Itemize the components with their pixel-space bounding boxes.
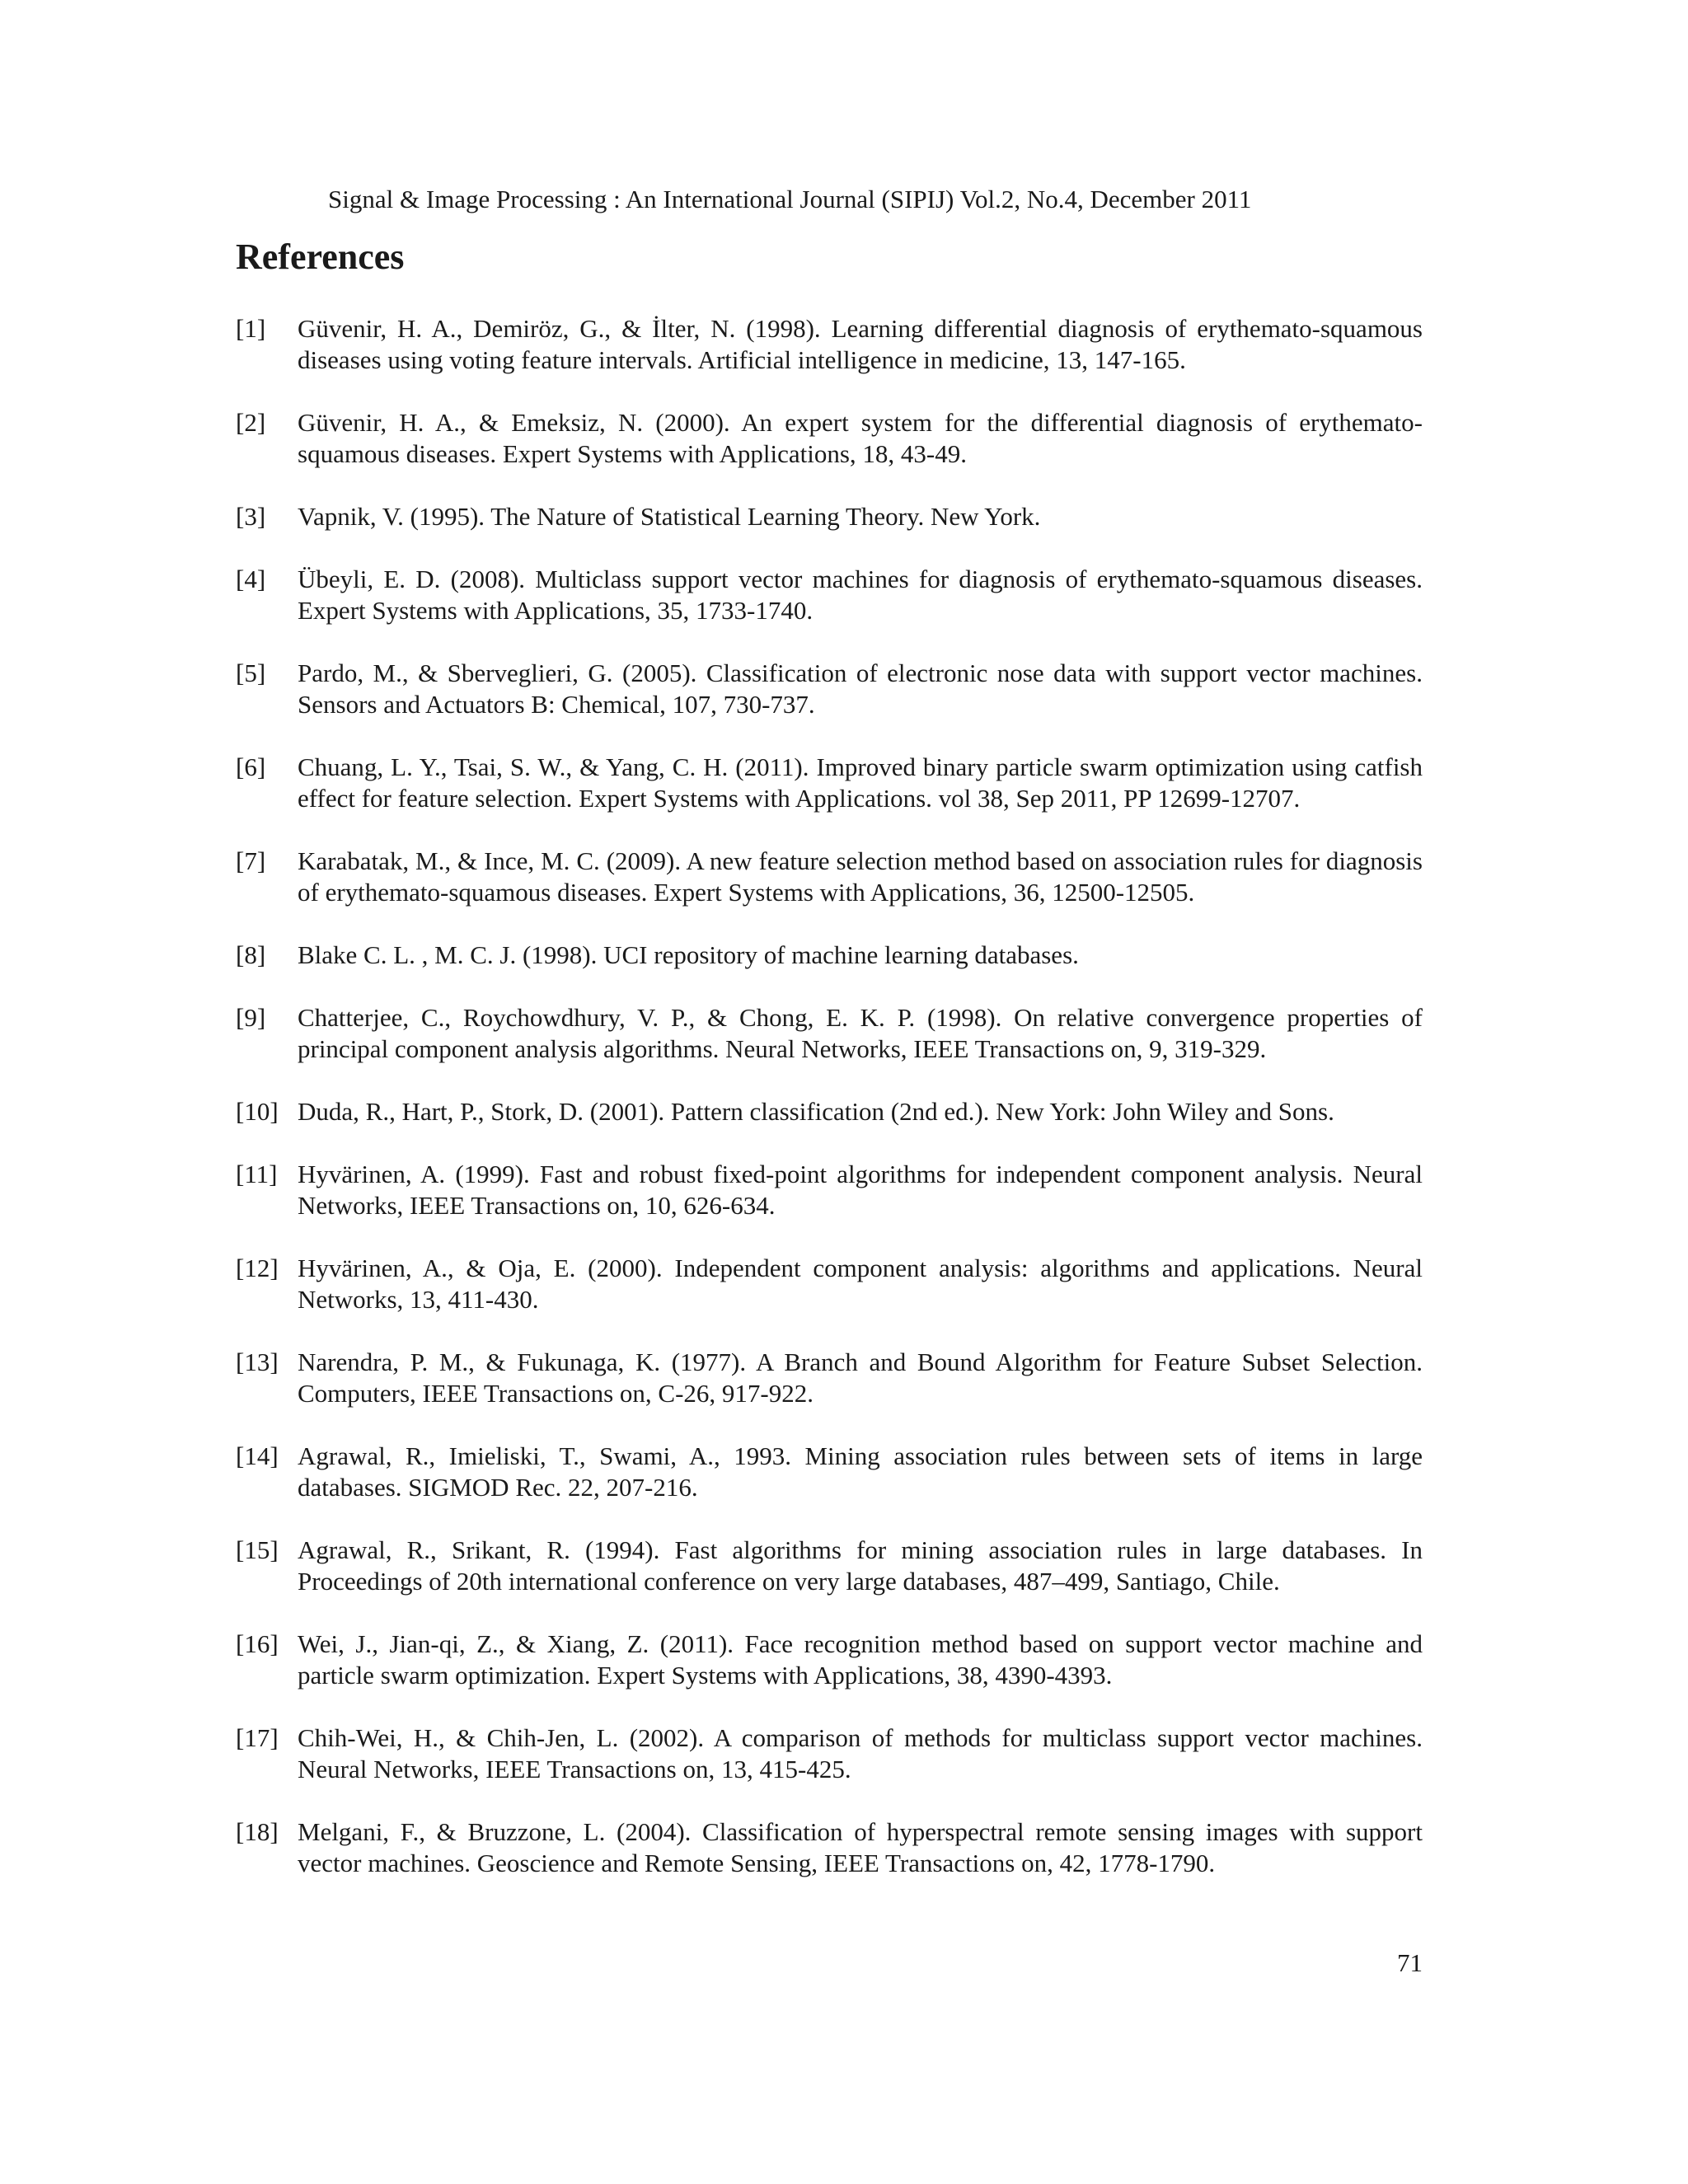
reference-text: Wei, J., Jian-qi, Z., & Xiang, Z. (2011). Face recognition method based on support vector machine and particle swarm optimization. Expert Systems with Applications, 38, 4390-4393.: [298, 1629, 1423, 1690]
reference-text: Pardo, M., & Sberveglieri, G. (2005). Classification of electronic nose data with support vector machines. Sensors and Actuators B: Chemical, 107, 730-737.: [298, 658, 1423, 719]
reference-item: [236, 752, 1423, 814]
reference-text: Agrawal, R., Srikant, R. (1994). Fast algorithms for mining association rules in large databases. In Proceedings of 20th international conference on very large databases, 487–499, Santiago, Chile.: [298, 1535, 1423, 1596]
reference-item: [236, 1722, 1423, 1785]
reference-text: Güvenir, H. A., & Emeksiz, N. (2000). An expert system for the differential diagnosis of erythemato-squamous diseases. Expert Systems with Applications, 18, 43-49.: [298, 408, 1423, 468]
reference-number: [18]: [236, 1817, 279, 1846]
reference-number: [3]: [236, 502, 266, 531]
reference-number: [14]: [236, 1441, 279, 1470]
reference-number: [17]: [236, 1723, 279, 1752]
reference-number: [16]: [236, 1629, 279, 1658]
section-title: References: [236, 237, 405, 277]
reference-number: [5]: [236, 658, 266, 687]
reference-text: Duda, R., Hart, P., Stork, D. (2001). Pattern classification (2nd ed.). New York: John Wiley and Sons.: [298, 1097, 1334, 1126]
reference-number: [13]: [236, 1347, 279, 1376]
reference-number: [4]: [236, 565, 266, 593]
reference-item: [236, 658, 1423, 720]
reference-text: Hyvärinen, A. (1999). Fast and robust fixed-point algorithms for independent component analysis. Neural Networks, IEEE Transactions on, 10, 626-634.: [298, 1160, 1423, 1220]
reference-number: [12]: [236, 1254, 279, 1282]
reference-item: [236, 501, 1423, 532]
reference-text: Melgani, F., & Bruzzone, L. (2004). Classification of hyperspectral remote sensing images with support vector machines. Geoscience and Remote Sensing, IEEE Transactions on, 42, 1778-1790.: [298, 1817, 1423, 1877]
reference-number: [11]: [236, 1160, 278, 1188]
reference-text: Chuang, L. Y., Tsai, S. W., & Yang, C. H. (2011). Improved binary particle swarm optimization using catfish effect for feature selection. Expert Systems with Applications. vol 38, Sep 2011, PP 12699-12707.: [298, 752, 1423, 813]
reference-text: Karabatak, M., & Ince, M. C. (2009). A new feature selection method based on association rules for diagnosis of erythemato-squamous diseases. Expert Systems with Applications, 36, 12500-12505.: [298, 846, 1423, 907]
reference-number: [6]: [236, 752, 266, 781]
reference-item: [236, 1441, 1423, 1503]
reference-number: [1]: [236, 314, 266, 343]
reference-text: Güvenir, H. A., Demiröz, G., & İlter, N. (1998). Learning differential diagnosis of erythemato-squamous diseases using voting feature intervals. Artificial intelligence in medicine, 13, 147-165.: [298, 314, 1423, 374]
reference-text: Blake C. L. , M. C. J. (1998). UCI repository of machine learning databases.: [298, 940, 1079, 969]
reference-text: Narendra, P. M., & Fukunaga, K. (1977). A Branch and Bound Algorithm for Feature Subset Selection. Computers, IEEE Transactions on, C-26, 917-922.: [298, 1347, 1423, 1408]
reference-item: [236, 1253, 1423, 1315]
reference-number: [2]: [236, 408, 266, 437]
reference-item: [236, 940, 1423, 971]
reference-number: [8]: [236, 940, 266, 969]
reference-text: Chih-Wei, H., & Chih-Jen, L. (2002). A comparison of methods for multiclass support vector machines. Neural Networks, IEEE Transactions on, 13, 415-425.: [298, 1723, 1423, 1783]
reference-list: [236, 313, 1423, 1910]
reference-number: [15]: [236, 1535, 279, 1564]
page-number: 71: [1397, 1948, 1423, 1977]
reference-text: Vapnik, V. (1995). The Nature of Statistical Learning Theory. New York.: [298, 502, 1041, 531]
reference-text: Übeyli, E. D. (2008). Multiclass support vector machines for diagnosis of erythemato-squamous diseases. Expert Systems with Applications, 35, 1733-1740.: [298, 565, 1423, 625]
running-header: Signal & Image Processing : An International Journal (SIPIJ) Vol.2, No.4, December 2011: [328, 185, 1252, 213]
reference-text: Agrawal, R., Imieliski, T., Swami, A., 1993. Mining association rules between sets of items in large databases. SIGMOD Rec. 22, 207-216.: [298, 1441, 1423, 1502]
reference-number: [10]: [236, 1097, 279, 1126]
reference-item: [236, 1535, 1423, 1597]
reference-item: [236, 1159, 1423, 1221]
reference-item: [236, 564, 1423, 626]
reference-number: [9]: [236, 1003, 266, 1032]
reference-item: [236, 1096, 1423, 1127]
reference-text: Hyvärinen, A., & Oja, E. (2000). Independent component analysis: algorithms and applications. Neural Networks, 13, 411-430.: [298, 1254, 1423, 1314]
reference-item: [236, 846, 1423, 908]
reference-item: [236, 313, 1423, 376]
reference-item: [236, 1816, 1423, 1879]
reference-number: [7]: [236, 846, 266, 875]
reference-item: [236, 1347, 1423, 1409]
reference-item: [236, 1629, 1423, 1691]
reference-item: [236, 407, 1423, 470]
reference-item: [236, 1002, 1423, 1065]
reference-text: Chatterjee, C., Roychowdhury, V. P., & Chong, E. K. P. (1998). On relative convergence properties of principal component analysis algorithms. Neural Networks, IEEE Transactions on, 9, 319-329.: [298, 1003, 1423, 1063]
